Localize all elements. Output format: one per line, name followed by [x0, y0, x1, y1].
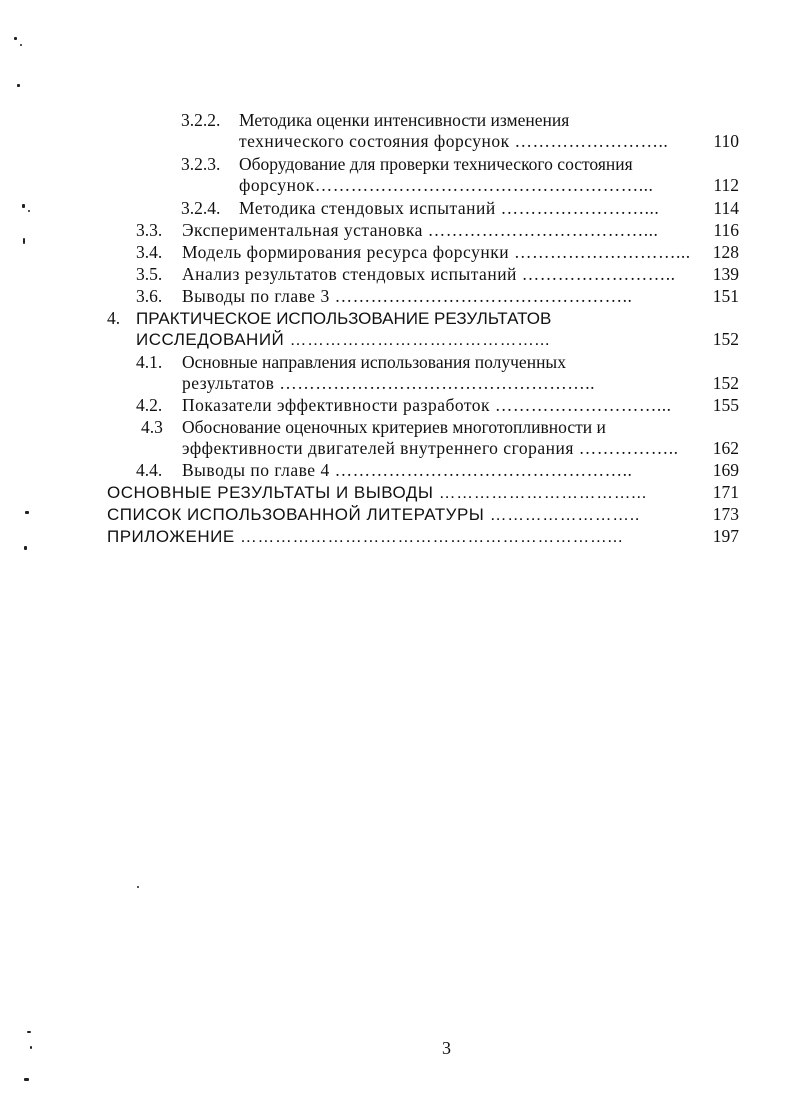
toc-title-line2: эффективности двигателей внутреннего сгорания ……………..	[182, 438, 679, 458]
toc-entry-3-5	[0, 264, 793, 285]
toc-number: 3.2.4.	[181, 198, 221, 218]
toc-number: 3.4.	[136, 242, 163, 262]
toc-entry-4-2	[0, 395, 793, 416]
toc-title: ОСНОВНЫЕ РЕЗУЛЬТАТЫ И ВЫВОДЫ ……………………………...	[107, 483, 647, 502]
toc-entry-conclusions	[0, 482, 793, 503]
scan-speck	[24, 1078, 29, 1081]
scan-speck	[20, 44, 22, 46]
scan-speck	[23, 238, 25, 244]
toc-page: 114	[713, 198, 739, 218]
toc-title: Анализ результатов стендовых испытаний ……………………..	[182, 264, 676, 284]
toc-number: 3.5.	[136, 264, 163, 284]
toc-title: ПРИЛОЖЕНИЕ ………………………………………………………...	[107, 527, 624, 546]
scan-speck	[25, 511, 29, 514]
toc-title-line1: Основные направления использования полученных	[182, 352, 566, 372]
scan-speck	[27, 1031, 31, 1033]
toc-number: 4.3	[141, 417, 163, 437]
toc-number: 4.	[107, 308, 121, 328]
toc-entry-3-3	[0, 220, 793, 241]
scan-speck	[137, 886, 139, 888]
toc-page: 128	[712, 242, 739, 262]
toc-page: 169	[712, 460, 739, 480]
toc-number: 4.4.	[136, 460, 163, 480]
toc-page: 151	[712, 286, 739, 306]
toc-page: 139	[712, 264, 739, 284]
toc-number: 3.6.	[136, 286, 163, 306]
toc-title: СПИСОК ИСПОЛЬЗОВАННОЙ ЛИТЕРАТУРЫ ……………………..	[107, 505, 641, 524]
toc-number: 4.1.	[136, 352, 163, 372]
toc-page: 155	[712, 395, 739, 415]
toc-number: 3.2.2.	[181, 110, 221, 130]
toc-page: 152	[712, 373, 739, 393]
toc-page: 116	[713, 220, 739, 240]
toc-title-line2: форсунок………………………………………………...	[239, 175, 654, 195]
scan-speck	[28, 210, 30, 212]
toc-page: 112	[713, 175, 739, 195]
toc-title: Методика стендовых испытаний ……………………...	[239, 198, 660, 218]
toc-entry-4-3	[0, 417, 793, 461]
toc-entry-4-4	[0, 460, 793, 481]
toc-title-line1: ПРАКТИЧЕСКОЕ ИСПОЛЬЗОВАНИЕ РЕЗУЛЬТАТОВ	[136, 309, 552, 328]
toc-page: 171	[712, 482, 739, 502]
toc-title: Выводы по главе 4 …………………………………………..	[182, 460, 633, 480]
toc-title-line2: технического состояния форсунок ……………………..	[239, 131, 669, 151]
scan-speck	[14, 37, 17, 40]
scan-speck	[22, 204, 25, 208]
toc-entry-3-6	[0, 286, 793, 307]
scan-speck	[30, 1046, 32, 1049]
toc-entry-3-2-3	[0, 154, 793, 198]
toc-title-line1: Методика оценки интенсивности изменения	[239, 110, 570, 130]
toc-entry-4	[0, 308, 793, 352]
toc-entry-3-2-4	[0, 198, 793, 219]
toc-page: 152	[712, 329, 739, 349]
toc-number: 4.2.	[136, 395, 163, 415]
toc-title: Показатели эффективности разработок ………………………...	[182, 395, 672, 415]
toc-entry-3-2-2	[0, 110, 793, 154]
toc-title: Экспериментальная установка ………………………………...	[182, 220, 659, 240]
scan-speck	[17, 84, 20, 87]
toc-title-line2: ИССЛЕДОВАНИЙ ……………………………………...	[136, 330, 551, 349]
toc-title: Выводы по главе 3 …………………………………………..	[182, 286, 633, 306]
toc-page: 173	[712, 504, 739, 524]
toc-title: Модель формирования ресурса форсунки ………………………...	[182, 242, 691, 262]
toc-number: 3.2.3.	[181, 154, 221, 174]
toc-page: 162	[712, 438, 739, 458]
toc-title-line2: результатов ……………………………………………..	[182, 373, 596, 393]
toc-entry-references	[0, 504, 793, 525]
toc-entry-4-1	[0, 352, 793, 396]
toc-title-line1: Обоснование оценочных критериев многотопливности и	[182, 417, 606, 437]
toc-page: 110	[713, 131, 739, 151]
toc-title-line1: Оборудование для проверки технического состояния	[239, 154, 633, 174]
scan-speck	[24, 546, 27, 550]
page-number: 3	[442, 1038, 451, 1058]
toc-entry-3-4	[0, 242, 793, 263]
toc-number: 3.3.	[136, 220, 163, 240]
toc-entry-appendix	[0, 526, 793, 547]
toc-page: 197	[712, 526, 739, 546]
